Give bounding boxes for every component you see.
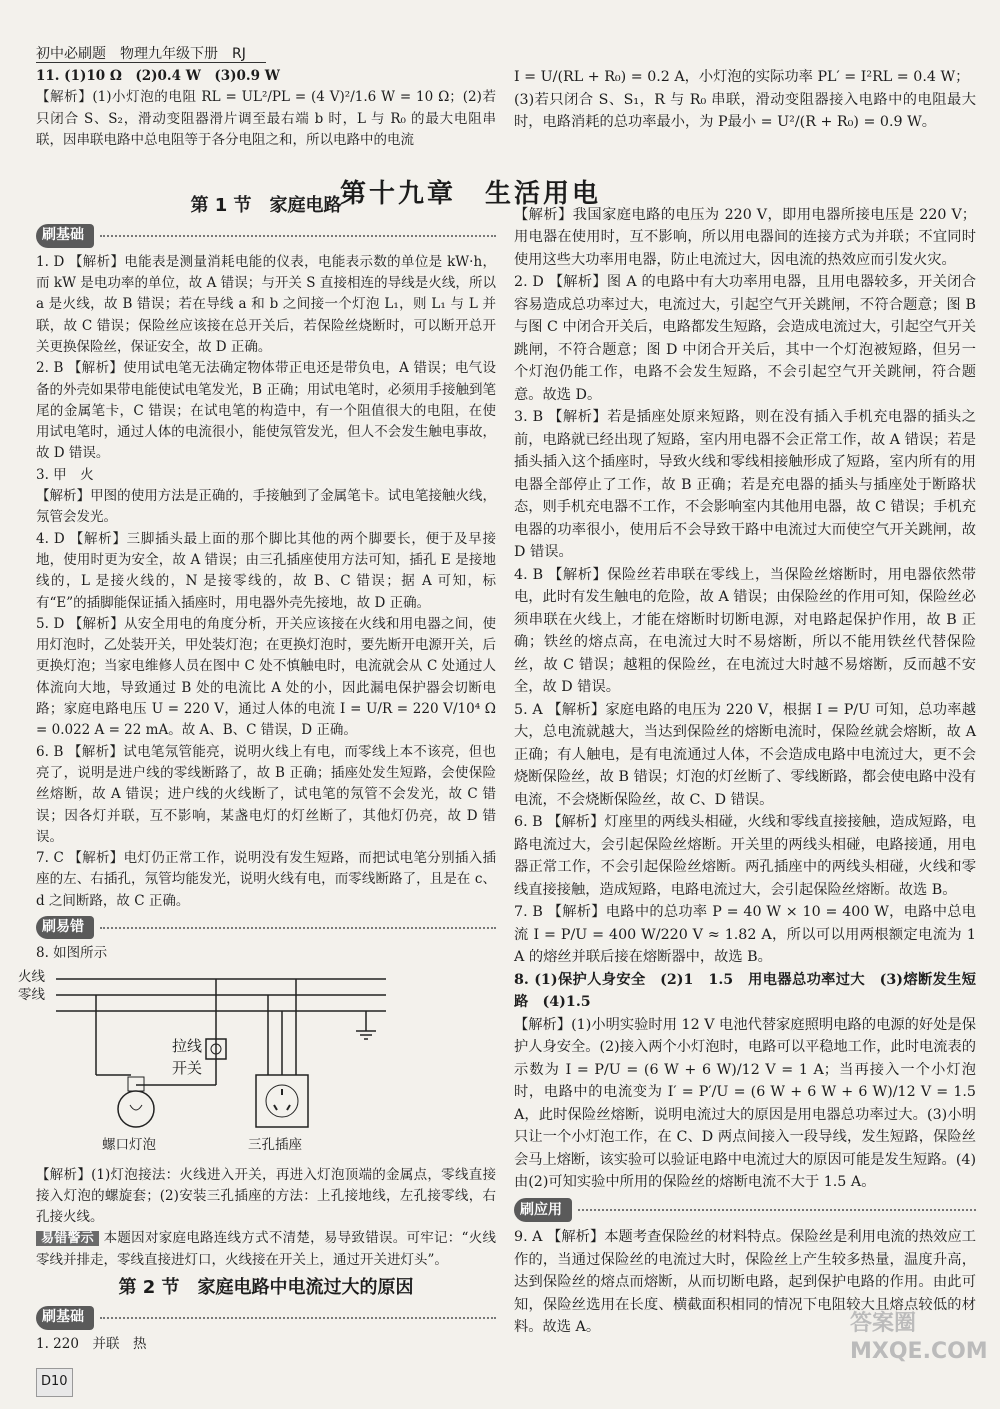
label-neutral-wire: 零线	[18, 986, 45, 1003]
dotted-rule	[100, 235, 496, 237]
q2: 2. B 【解析】使用试电笔无法确定物体带正电还是带负电，A 错误；电气设备的外壳如果带电能使试电笔发光，B 正确；用试电笔时，必须用手接触到笔尾的金属笔卡，C 错误；在试电笔的构造中，有一个阻值很大的电阻，在使用试电笔时，通过人体的电流很小，能使氖管发光，但人不会发生触电事故，故 D 错误。	[36, 360, 496, 462]
s2-q7: 7. B 【解析】电路中的总功率 P = 40 W × 10 = 400 W，电路中总电流 I = P/U = 400 W/220 V ≈ 1.82 A，所以可以用两根额定电流为 1 A 的熔丝并联后接在熔断器中，故选 B。	[514, 904, 976, 965]
mistake-tip-label: 易错警示	[36, 1231, 99, 1246]
tag-mistake-label: 刷易错	[36, 916, 94, 939]
s2-q6: 6. B 【解析】灯座里的两线头相碰，火线和零线直接接触，造成短路，电路电流过大，会引起保险丝熔断。开关里的两线头相碰，电路接通，用电器正常工作，不会引起保险丝熔断。两孔插座中的两线头相碰，火线和零线直接接触，造成短路，电路电流过大，会引起保险丝熔断。故选 B。	[514, 814, 976, 898]
page-number: D10	[36, 1368, 73, 1397]
q3: 3. 甲 火	[36, 466, 94, 483]
label-live-wire: 火线	[18, 968, 45, 985]
chapter-title: 第十九章 生活用电	[340, 179, 602, 209]
s2-q8-answer: 8. (1)保护人身安全 (2)1 1.5 用电器总功率过大 (3)熔断发生短路 (4)1.5	[514, 971, 976, 1010]
q8-explanation: 【解析】(1)灯泡接法：火线进入开关，再进入灯泡顶端的金属点，零线直接接入灯泡的螺旋套；(2)安装三孔插座的方法：上孔接地线，左孔接零线，右孔接火线。	[36, 1166, 496, 1226]
tag-apply-label: 刷应用	[514, 1198, 572, 1223]
s2-q4: 4. B 【解析】保险丝若串联在零线上，当保险丝熔断时，用电器依然带电，此时有发生触电的危险，故 A 错误；由保险丝的作用可知，保险丝必须串联在火线上，才能在熔断时切断电源，对电路起保护作用，故 B 正确；铁丝的熔点高，在电流过大时不易熔断，所以不能用铁丝代替保险丝，故 C 错误；越粗的保险丝，在电流过大时越不易熔断，反而越不安全，故 D 错误。	[514, 566, 976, 695]
tag-apply	[514, 1198, 976, 1223]
dotted-rule	[578, 1209, 976, 1211]
header-rule	[36, 62, 266, 63]
label-three-hole-socket: 三孔插座	[248, 1136, 302, 1153]
s2-q5: 5. A 【解析】家庭电路的电压为 220 V，根据 I = P/U 可知，总功率越大，总电流就越大，当达到保险丝的熔断电流时，保险丝就会熔断，故 A 正确；有人触电，是有电流通过人体，不会造成电路中电流过大，更不会烧断保险丝，故 B 错误；灯泡的灯丝断了、零线断路，都会使电路中没有电流，不会烧断保险丝，故 C、D 错误。	[514, 701, 976, 808]
socket-box	[256, 1075, 308, 1127]
q6: 6. B 【解析】试电笔氖管能亮，说明火线上有电，而零线上本不该亮，但也亮了，说明是进户线的零线断路了，故 B 正确；插座处发生短路，会使保险丝熔断，故 A 错误；进户线的火线断了，试电笔的氖管不会发光，故 C 错误；因各灯并联，互不影响，某盏电灯的灯丝断了，其他灯仍亮，故 D 错误。	[36, 743, 496, 845]
q5: 5. D 【解析】从安全用电的角度分析，开关应该接在火线和用电器之间，使用灯泡时，乙处装开关，甲处装灯泡；在更换灯泡时，要先断开电源开关，后更换灯泡；当家电维修人员在图中 C 处不慎触电时，电流就会从 C 处通过人体流向大地，导致通过 B 处的电流比 A 处的小，因此漏电保护器会切断电路；家庭电路电压 U = 220 V，通过人体的电流 I = U/R = 220 V/10⁴ Ω = 0.022 A = 22 mA。故 A、B、C 错误，D 正确。	[36, 615, 496, 739]
mistake-tip	[36, 1228, 496, 1271]
s2-q8-explanation: 【解析】(1)小明实验时用 12 V 电池代替家庭照明电路的电源的好处是保护人身安全。(2)接入两个小灯泡时，电路可以平稳地工作，此时电流表的示数为 I = P/U = (6 W + 6 W)/12 V = 1 A；当再接入一个小灯泡时，电路中的电流变为 I′ = P′/U = (6 W + 6 W + 6 W)/12 V = 1.5 A，此时保险丝熔断，说明电流过大的原因是用电器总功率过大。(3)小明只让一个小灯泡工作，在 C、D 两点间接入一段导线，发生短路，保险丝会马上熔断，该实验可以验证电路中电流过大的原因可能是发生短路。(4)由(2)可知实验中所用的保险丝的熔断电流不大于 1.5 A。	[514, 1016, 976, 1190]
q4: 4. D 【解析】三脚插头最上面的那个脚比其他的两个脚要长，便于及早接地，使用时更为安全，故 A 错误；由三孔插座使用方法可知，插孔 E 是接地线的，L 是接火线的，N 是接零线的，故 B、C 错误；据 A 可知，标有“E”的插脚能保证插入插座时，用电器外壳先接地，故 D 正确。	[36, 530, 496, 611]
section-2-title: 第 2 节 家庭电路中电流过大的原因	[118, 1277, 414, 1299]
wiring-diagram	[18, 965, 496, 1165]
label-pull-switch: 拉线开关	[172, 1036, 203, 1077]
left-column	[18, 66, 496, 1355]
q3-explanation: 【解析】甲图的使用方法是正确的，手接触到了金属笔卡。试电笔接触火线，氖管会发光。	[36, 488, 496, 526]
bulb-base	[128, 1077, 144, 1091]
socket-right-hole	[287, 1105, 290, 1110]
q11-continued-1: I = U/(RL + R₀) = 0.2 A，小灯泡的实际功率 PL′ = I²RL = 0.4 W；	[514, 69, 970, 85]
q11-continued-2: (3)若只闭合 S、S₁，R 与 R₀ 串联，滑动变阻器接入电路中的电阻最大时，电路消耗的总功率最小，为 P最小 = U²/(R + R₀) = 0.9 W。	[514, 91, 976, 130]
running-head: 初中必刷题 物理九年级下册 RJ	[36, 46, 246, 62]
tag-mistake	[36, 916, 496, 939]
q11-explanation: 【解析】(1)小灯泡的电阻 RL = UL²/PL = (4 V)²/1.6 W = 10 Ω；(2)若只闭合 S、S₂，滑动变阻器滑片调至最右端 b 时，L 与 R₀ 的最大电阻串联，因串联电路中总电阻等于各分电阻之和，所以电路中的电流	[36, 89, 496, 148]
right-column	[514, 66, 976, 1339]
bulb-glass	[118, 1091, 154, 1127]
q8: 8. 如图所示	[36, 945, 108, 962]
watermark-logo: 答案圈 MXQE.COM	[850, 1311, 988, 1364]
label-screw-bulb: 螺口灯泡	[102, 1136, 156, 1153]
q7: 7. C 【解析】电灯仍正常工作，说明没有发生短路，而把试电笔分别插入插座的左、右插孔，氖管均能发光，说明火线有电，而零线断路了，且是在 c、d 之间断路，故 C 正确。	[36, 850, 496, 909]
s2-q9: 9. A 【解析】本题考查保险丝的材料特点。保险丝是利用电流的热效应工作的，当通过保险丝的电流过大时，保险丝上产生较多热量，温度升高，达到保险丝的熔点而熔断，从而切断电路，起到保护电路的作用。由此可知，保险丝选用在长度、横截面积相同的情况下电阻较大且熔点较低的材料。故选 A。	[514, 1229, 976, 1335]
s2-q3: 3. B 【解析】若是插座处原来短路，则在没有插入手机充电器的插头之前，电路就已经出现了短路，室内用电器不会正常工作，故 A 错误；若是插头插入这个插座时，导致火线和零线相接触形成了短路，室内所有的用电器全部停止了工作，故 B 正确；若是充电器的插头与插座处于断路状态，则手机充电器不工作，不会影响室内其他用电器，故 C 错误；手机充电器的功率很小，使用后不会导致干路中电流过大而使空气开关跳闸，故 D 错误。	[514, 409, 976, 560]
tag-basic	[36, 224, 496, 247]
bulb-filament	[130, 1105, 142, 1110]
wiring-diagram-svg	[36, 965, 396, 1165]
tag-basic-2	[36, 1306, 496, 1329]
q11-answer: 11. (1)10 Ω (2)0.4 W (3)0.9 W	[36, 68, 280, 84]
dotted-rule	[100, 927, 496, 929]
s2-q1: 1. 220 并联 热	[36, 1335, 147, 1352]
dotted-rule	[100, 1317, 496, 1319]
q1: 1. D 【解析】电能表是测量消耗电能的仪表，电能表示数的单位是 kW·h，而 kW 是电功率的单位，故 A 错误；与开关 S 直接相连的导线是火线，所以 a 是火线，故 B 错误；若在导线 a 和 b 之间接一个灯泡 L₁，则 L₁ 与 L 并联，故 C 错误；保险丝应该接在总开关后，若保险丝烧断时，可以断开总开关更换保险丝，保证安全，故 D 正确。	[36, 253, 496, 355]
section-1-title: 第 1 节 家庭电路	[190, 195, 342, 217]
s2-q2: 2. D 【解析】图 A 的电路中有大功率用电器，且用电器较多，开关闭合容易造成总功率过大，电流过大，引起空气开关跳闸，不符合题意；图 B 与图 C 中闭合开关后，电路都发生短路，会造成电流过大，引起空气开关跳闸，不符合题意；图 D 中闭合开关后，其中一个灯泡被短路，但另一个灯泡仍能工作，电路不会发生短路，不会引起空气开关跳闸，符合题意。故选 D。	[514, 274, 976, 403]
tag-basic-2-label: 刷基础	[36, 1306, 94, 1329]
socket-left-hole	[274, 1105, 277, 1110]
mistake-tip-text: 本题因对家庭电路连线方式不清楚，易导致错误。可牢记：“火线零线并排走，零线直接进灯口，火线接在开关上，通过开关进灯头”。	[36, 1230, 496, 1268]
tag-basic-label: 刷基础	[36, 224, 94, 247]
s2-q1-explanation: 【解析】我国家庭电路的电压为 220 V，即用电器所接电压是 220 V；用电器在使用时，互不影响，所以用电器间的连接方式为并联；不宜同时使用这些大功率用电器，防止电流过大，因电流的热效应而引发火灾。	[514, 206, 976, 268]
